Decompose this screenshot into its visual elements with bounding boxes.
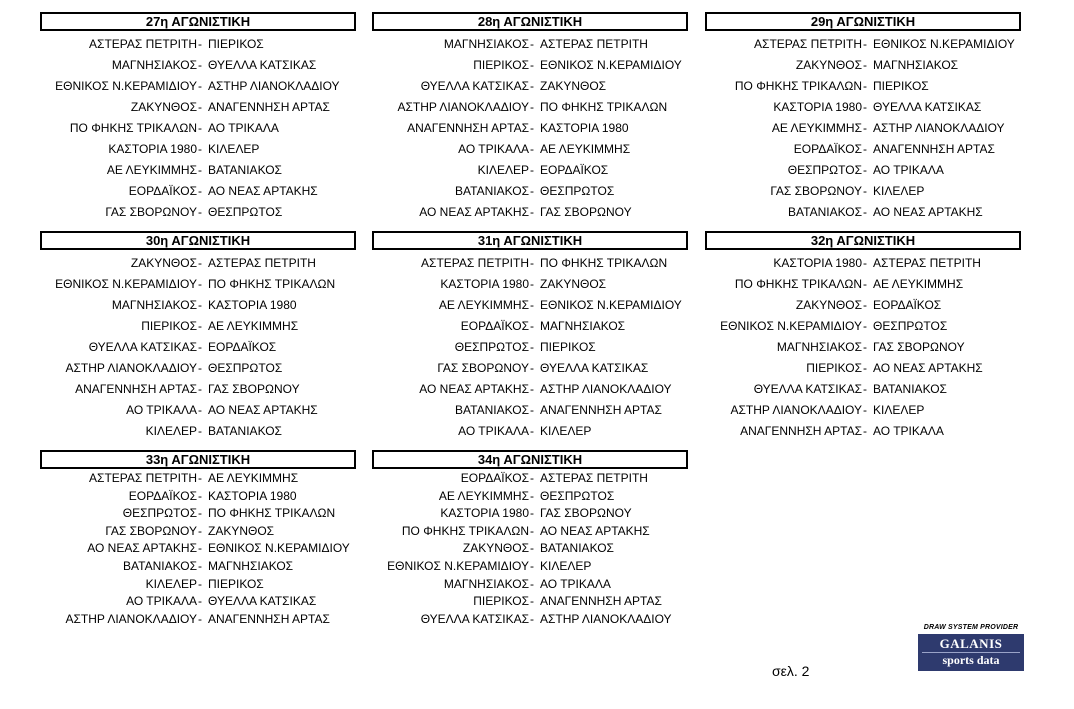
away-team: ΑΕ ΛΕΥΚΙΜΜΗΣ bbox=[208, 471, 299, 485]
match-separator: - bbox=[198, 184, 202, 198]
away-team: ΑΣΤΕΡΑΣ ΠΕΤΡΙΤΗ bbox=[873, 256, 981, 270]
match-separator: - bbox=[198, 319, 202, 333]
away-team: ΑΣΤΕΡΑΣ ΠΕΤΡΙΤΗ bbox=[540, 37, 648, 51]
away-team: ΘΥΕΛΛΑ ΚΑΤΣΙΚΑΣ bbox=[208, 594, 317, 609]
away-team: ΚΙΛΕΛΕΡ bbox=[540, 424, 592, 438]
home-team: ΘΥΕΛΛΑ ΚΑΤΣΙΚΑΣ bbox=[753, 382, 862, 396]
match-separator: - bbox=[530, 121, 534, 135]
match-separator: - bbox=[530, 319, 534, 333]
home-team: ΠΙΕΡΙΚΟΣ bbox=[473, 58, 529, 72]
home-team: ΒΑΤΑΝΙΑΚΟΣ bbox=[123, 559, 197, 573]
away-team: ΒΑΤΑΝΙΑΚΟΣ bbox=[208, 424, 282, 438]
match-separator: - bbox=[863, 205, 867, 219]
home-team: ΓΑΣ ΣΒΟΡΩΝΟΥ bbox=[437, 361, 529, 375]
away-team: ΠΙΕΡΙΚΟΣ bbox=[208, 37, 264, 51]
home-team: ΠΙΕΡΙΚΟΣ bbox=[473, 594, 529, 609]
match-separator: - bbox=[863, 403, 867, 417]
away-team: ΘΕΣΠΡΩΤΟΣ bbox=[873, 319, 948, 333]
home-team: ΑΣΤΗΡ ΛΙΑΝΟΚΛΑΔΙΟΥ bbox=[65, 361, 197, 375]
home-team: ΑΣΤΕΡΑΣ ΠΕΤΡΙΤΗ bbox=[421, 256, 529, 270]
match-separator: - bbox=[530, 142, 534, 156]
away-team: ΚΙΛΕΛΕΡ bbox=[208, 142, 260, 156]
match-separator: - bbox=[198, 382, 202, 396]
away-team: ΠΟ ΦΗΚΗΣ ΤΡΙΚΑΛΩΝ bbox=[540, 256, 668, 270]
away-team: ΚΙΛΕΛΕΡ bbox=[873, 403, 925, 417]
match-separator: - bbox=[198, 100, 202, 114]
away-team: ΒΑΤΑΝΙΑΚΟΣ bbox=[540, 541, 614, 556]
match-separator: - bbox=[530, 277, 534, 291]
home-team: ΕΟΡΔΑΪΚΟΣ bbox=[128, 184, 197, 198]
away-team: ΑΝΑΓΕΝΝΗΣΗ ΑΡΤΑΣ bbox=[873, 142, 995, 156]
away-team: ΠΙΕΡΙΚΟΣ bbox=[540, 340, 596, 354]
home-team: ΘΥΕΛΛΑ ΚΑΤΣΙΚΑΣ bbox=[420, 79, 529, 93]
home-team: ΠΟ ΦΗΚΗΣ ΤΡΙΚΑΛΩΝ bbox=[401, 523, 529, 538]
away-team: ΕΘΝΙΚΟΣ Ν.ΚΕΡΑΜΙΔΙΟΥ bbox=[540, 58, 682, 72]
home-team: ΕΘΝΙΚΟΣ Ν.ΚΕΡΑΜΙΔΙΟΥ bbox=[387, 559, 529, 573]
home-team: ΕΟΡΔΑΪΚΟΣ bbox=[460, 471, 529, 485]
home-team: ΖΑΚΥΝΘΟΣ bbox=[795, 58, 862, 72]
away-team: ΑΟ ΝΕΑΣ ΑΡΤΑΚΗΣ bbox=[208, 403, 318, 417]
match-separator: - bbox=[198, 523, 202, 538]
home-team: ΚΙΛΕΛΕΡ bbox=[145, 576, 197, 591]
round-title: 32η ΑΓΩΝΙΣΤΙΚΗ bbox=[705, 231, 1021, 250]
home-team: ΠΙΕΡΙΚΟΣ bbox=[806, 361, 862, 375]
away-team: ΘΥΕΛΛΑ ΚΑΤΣΙΚΑΣ bbox=[540, 361, 649, 375]
match-separator: - bbox=[530, 576, 534, 591]
away-team: ΠΟ ΦΗΚΗΣ ΤΡΙΚΑΛΩΝ bbox=[540, 100, 668, 114]
match-separator: - bbox=[863, 256, 867, 270]
match-separator: - bbox=[198, 205, 202, 219]
away-team: ΑΕ ΛΕΥΚΙΜΜΗΣ bbox=[208, 319, 299, 333]
match-separator: - bbox=[198, 471, 202, 485]
away-team: ΘΕΣΠΡΩΤΟΣ bbox=[208, 361, 283, 375]
round-title: 29η ΑΓΩΝΙΣΤΙΚΗ bbox=[705, 12, 1021, 31]
home-team: ΓΑΣ ΣΒΟΡΩΝΟΥ bbox=[770, 184, 862, 198]
home-team: ΑΝΑΓΕΝΝΗΣΗ ΑΡΤΑΣ bbox=[75, 382, 197, 396]
away-team: ΠΙΕΡΙΚΟΣ bbox=[873, 79, 929, 93]
home-team: ΒΑΤΑΝΙΑΚΟΣ bbox=[788, 205, 862, 219]
logo-tagline: DRAW SYSTEM PROVIDER bbox=[923, 624, 1019, 631]
logo-subtitle: sports data bbox=[922, 652, 1020, 668]
match-separator: - bbox=[198, 594, 202, 609]
away-team: ΓΑΣ ΣΒΟΡΩΝΟΥ bbox=[208, 382, 300, 396]
home-team: ΕΘΝΙΚΟΣ Ν.ΚΕΡΑΜΙΔΙΟΥ bbox=[720, 319, 862, 333]
match-separator: - bbox=[863, 142, 867, 156]
away-team: ΕΟΡΔΑΪΚΟΣ bbox=[540, 163, 609, 177]
match-separator: - bbox=[530, 471, 534, 485]
away-team: ΕΘΝΙΚΟΣ Ν.ΚΕΡΑΜΙΔΙΟΥ bbox=[873, 37, 1015, 51]
away-team: ΕΘΝΙΚΟΣ Ν.ΚΕΡΑΜΙΔΙΟΥ bbox=[540, 298, 682, 312]
match-separator: - bbox=[863, 163, 867, 177]
match-separator: - bbox=[198, 488, 202, 503]
away-team: ΜΑΓΝΗΣΙΑΚΟΣ bbox=[208, 559, 294, 573]
away-team: ΑΟ ΝΕΑΣ ΑΡΤΑΚΗΣ bbox=[873, 205, 983, 219]
home-team: ΑΣΤΕΡΑΣ ΠΕΤΡΙΤΗ bbox=[754, 37, 862, 51]
away-team: ΒΑΤΑΝΙΑΚΟΣ bbox=[208, 163, 282, 177]
match-separator: - bbox=[198, 424, 202, 438]
logo-box bbox=[918, 634, 1024, 671]
home-team: ΠΟ ΦΗΚΗΣ ΤΡΙΚΑΛΩΝ bbox=[734, 79, 862, 93]
away-team: ΑΟ ΤΡΙΚΑΛΑ bbox=[873, 163, 944, 177]
away-team: ΘΥΕΛΛΑ ΚΑΤΣΙΚΑΣ bbox=[873, 100, 982, 114]
away-team: ΑΟ ΝΕΑΣ ΑΡΤΑΚΗΣ bbox=[540, 523, 650, 538]
home-team: ΜΑΓΝΗΣΙΑΚΟΣ bbox=[443, 576, 529, 591]
home-team: ΑΣΤΕΡΑΣ ΠΕΤΡΙΤΗ bbox=[89, 37, 197, 51]
match-separator: - bbox=[530, 611, 534, 626]
home-team: ΑΟ ΝΕΑΣ ΑΡΤΑΚΗΣ bbox=[419, 205, 529, 219]
match-separator: - bbox=[863, 319, 867, 333]
match-separator: - bbox=[530, 382, 534, 396]
match-separator: - bbox=[198, 163, 202, 177]
home-team: ΕΘΝΙΚΟΣ Ν.ΚΕΡΑΜΙΔΙΟΥ bbox=[55, 277, 197, 291]
away-team: ΠΟ ΦΗΚΗΣ ΤΡΙΚΑΛΩΝ bbox=[208, 506, 336, 521]
round-title: 33η ΑΓΩΝΙΣΤΙΚΗ bbox=[40, 450, 356, 469]
away-team: ΘΕΣΠΡΩΤΟΣ bbox=[540, 488, 615, 503]
away-team: ΑΣΤΗΡ ΛΙΑΝΟΚΛΑΔΙΟΥ bbox=[208, 79, 340, 93]
home-team: ΚΑΣΤΟΡΙΑ 1980 bbox=[773, 100, 862, 114]
home-team: ΑΟ ΤΡΙΚΑΛΑ bbox=[458, 142, 529, 156]
away-team: ΘΕΣΠΡΩΤΟΣ bbox=[540, 184, 615, 198]
away-team: ΖΑΚΥΝΘΟΣ bbox=[540, 277, 607, 291]
home-team: ΑΟ ΝΕΑΣ ΑΡΤΑΚΗΣ bbox=[419, 382, 529, 396]
match-separator: - bbox=[530, 506, 534, 521]
match-separator: - bbox=[198, 256, 202, 270]
away-team: ΚΙΛΕΛΕΡ bbox=[540, 559, 592, 573]
home-team: ΖΑΚΥΝΘΟΣ bbox=[130, 256, 197, 270]
away-team: ΒΑΤΑΝΙΑΚΟΣ bbox=[873, 382, 947, 396]
match-separator: - bbox=[863, 361, 867, 375]
away-team: ΕΘΝΙΚΟΣ Ν.ΚΕΡΑΜΙΔΙΟΥ bbox=[208, 541, 350, 556]
home-team: ΜΑΓΝΗΣΙΑΚΟΣ bbox=[111, 298, 197, 312]
home-team: ΑΣΤΗΡ ΛΙΑΝΟΚΛΑΔΙΟΥ bbox=[397, 100, 529, 114]
home-team: ΑΟ ΤΡΙΚΑΛΑ bbox=[458, 424, 529, 438]
match-separator: - bbox=[530, 79, 534, 93]
match-separator: - bbox=[198, 559, 202, 573]
home-team: ΓΑΣ ΣΒΟΡΩΝΟΥ bbox=[105, 205, 197, 219]
home-team: ΑΕ ΛΕΥΚΙΜΜΗΣ bbox=[438, 298, 529, 312]
match-separator: - bbox=[863, 382, 867, 396]
home-team: ΑΟ ΤΡΙΚΑΛΑ bbox=[126, 403, 197, 417]
away-team: ΚΑΣΤΟΡΙΑ 1980 bbox=[208, 298, 297, 312]
home-team: ΘΕΣΠΡΩΤΟΣ bbox=[454, 340, 529, 354]
match-separator: - bbox=[198, 541, 202, 556]
home-team: ΕΘΝΙΚΟΣ Ν.ΚΕΡΑΜΙΔΙΟΥ bbox=[55, 79, 197, 93]
away-team: ΑΕ ΛΕΥΚΙΜΜΗΣ bbox=[540, 142, 631, 156]
home-team: ΑΕ ΛΕΥΚΙΜΜΗΣ bbox=[106, 163, 197, 177]
home-team: ΑΟ ΤΡΙΚΑΛΑ bbox=[126, 594, 197, 609]
match-separator: - bbox=[530, 594, 534, 609]
match-separator: - bbox=[530, 559, 534, 573]
home-team: ΚΑΣΤΟΡΙΑ 1980 bbox=[108, 142, 197, 156]
home-team: ΘΕΣΠΡΩΤΟΣ bbox=[122, 506, 197, 521]
match-separator: - bbox=[198, 37, 202, 51]
match-separator: - bbox=[198, 79, 202, 93]
away-team: ΖΑΚΥΝΘΟΣ bbox=[540, 79, 607, 93]
match-separator: - bbox=[530, 205, 534, 219]
away-team: ΜΑΓΝΗΣΙΑΚΟΣ bbox=[873, 58, 959, 72]
away-team: ΑΝΑΓΕΝΝΗΣΗ ΑΡΤΑΣ bbox=[208, 100, 330, 114]
match-separator: - bbox=[530, 58, 534, 72]
home-team: ΑΣΤΕΡΑΣ ΠΕΤΡΙΤΗ bbox=[89, 471, 197, 485]
galanis-logo bbox=[918, 623, 1024, 671]
home-team: ΒΑΤΑΝΙΑΚΟΣ bbox=[455, 403, 529, 417]
home-team: ΓΑΣ ΣΒΟΡΩΝΟΥ bbox=[105, 523, 197, 538]
home-team: ΚΙΛΕΛΕΡ bbox=[477, 163, 529, 177]
home-team: ΑΣΤΗΡ ΛΙΑΝΟΚΛΑΔΙΟΥ bbox=[730, 403, 862, 417]
home-team: ΒΑΤΑΝΙΑΚΟΣ bbox=[455, 184, 529, 198]
away-team: ΑΕ ΛΕΥΚΙΜΜΗΣ bbox=[873, 277, 964, 291]
away-team: ΠΟ ΦΗΚΗΣ ΤΡΙΚΑΛΩΝ bbox=[208, 277, 336, 291]
home-team: ΜΑΓΝΗΣΙΑΚΟΣ bbox=[443, 37, 529, 51]
match-separator: - bbox=[198, 58, 202, 72]
away-team: ΓΑΣ ΣΒΟΡΩΝΟΥ bbox=[540, 506, 632, 521]
match-separator: - bbox=[530, 541, 534, 556]
away-team: ΠΙΕΡΙΚΟΣ bbox=[208, 576, 264, 591]
away-team: ΓΑΣ ΣΒΟΡΩΝΟΥ bbox=[873, 340, 965, 354]
match-separator: - bbox=[530, 424, 534, 438]
away-team: ΑΣΤΕΡΑΣ ΠΕΤΡΙΤΗ bbox=[540, 471, 648, 485]
round-title: 31η ΑΓΩΝΙΣΤΙΚΗ bbox=[372, 231, 688, 250]
match-separator: - bbox=[198, 298, 202, 312]
match-separator: - bbox=[198, 277, 202, 291]
match-separator: - bbox=[530, 361, 534, 375]
home-team: ΜΑΓΝΗΣΙΑΚΟΣ bbox=[111, 58, 197, 72]
home-team: ΑΝΑΓΕΝΝΗΣΗ ΑΡΤΑΣ bbox=[407, 121, 529, 135]
home-team: ΖΑΚΥΝΘΟΣ bbox=[795, 298, 862, 312]
away-team: ΑΣΤΗΡ ΛΙΑΝΟΚΛΑΔΙΟΥ bbox=[873, 121, 1005, 135]
home-team: ΑΕ ΛΕΥΚΙΜΜΗΣ bbox=[438, 488, 529, 503]
match-separator: - bbox=[530, 100, 534, 114]
away-team: ΘΕΣΠΡΩΤΟΣ bbox=[208, 205, 283, 219]
match-separator: - bbox=[863, 37, 867, 51]
match-separator: - bbox=[863, 79, 867, 93]
away-team: ΚΙΛΕΛΕΡ bbox=[873, 184, 925, 198]
match-separator: - bbox=[198, 142, 202, 156]
home-team: ΕΟΡΔΑΪΚΟΣ bbox=[793, 142, 862, 156]
page-number: σελ. 2 bbox=[772, 663, 810, 679]
match-separator: - bbox=[530, 523, 534, 538]
match-separator: - bbox=[198, 611, 202, 626]
match-separator: - bbox=[863, 298, 867, 312]
match-separator: - bbox=[530, 163, 534, 177]
home-team: ΑΕ ΛΕΥΚΙΜΜΗΣ bbox=[771, 121, 862, 135]
away-team: ΕΟΡΔΑΪΚΟΣ bbox=[873, 298, 942, 312]
home-team: ΑΣΤΗΡ ΛΙΑΝΟΚΛΑΔΙΟΥ bbox=[65, 611, 197, 626]
home-team: ΚΑΣΤΟΡΙΑ 1980 bbox=[440, 506, 529, 521]
home-team: ΑΝΑΓΕΝΝΗΣΗ ΑΡΤΑΣ bbox=[740, 424, 862, 438]
match-separator: - bbox=[530, 298, 534, 312]
home-team: ΚΑΣΤΟΡΙΑ 1980 bbox=[773, 256, 862, 270]
match-separator: - bbox=[863, 184, 867, 198]
match-separator: - bbox=[198, 506, 202, 521]
match-separator: - bbox=[530, 184, 534, 198]
home-team: ΖΑΚΥΝΘΟΣ bbox=[462, 541, 529, 556]
away-team: ΘΥΕΛΛΑ ΚΑΤΣΙΚΑΣ bbox=[208, 58, 317, 72]
home-team: ΘΥΕΛΛΑ ΚΑΤΣΙΚΑΣ bbox=[420, 611, 529, 626]
match-separator: - bbox=[530, 488, 534, 503]
round-title: 28η ΑΓΩΝΙΣΤΙΚΗ bbox=[372, 12, 688, 31]
away-team: ΜΑΓΝΗΣΙΑΚΟΣ bbox=[540, 319, 626, 333]
match-separator: - bbox=[198, 340, 202, 354]
match-separator: - bbox=[530, 37, 534, 51]
home-team: ΘΥΕΛΛΑ ΚΑΤΣΙΚΑΣ bbox=[88, 340, 197, 354]
home-team: ΚΙΛΕΛΕΡ bbox=[145, 424, 197, 438]
away-team: ΑΟ ΤΡΙΚΑΛΑ bbox=[540, 576, 611, 591]
away-team: ΑΟ ΝΕΑΣ ΑΡΤΑΚΗΣ bbox=[208, 184, 318, 198]
away-team: ΑΣΤΗΡ ΛΙΑΝΟΚΛΑΔΙΟΥ bbox=[540, 611, 672, 626]
match-separator: - bbox=[530, 256, 534, 270]
away-team: ΑΟ ΤΡΙΚΑΛΑ bbox=[208, 121, 279, 135]
home-team: ΕΟΡΔΑΪΚΟΣ bbox=[128, 488, 197, 503]
away-team: ΚΑΣΤΟΡΙΑ 1980 bbox=[208, 488, 297, 503]
home-team: ΠΟ ΦΗΚΗΣ ΤΡΙΚΑΛΩΝ bbox=[69, 121, 197, 135]
away-team: ΚΑΣΤΟΡΙΑ 1980 bbox=[540, 121, 629, 135]
match-separator: - bbox=[198, 361, 202, 375]
round-title: 27η ΑΓΩΝΙΣΤΙΚΗ bbox=[40, 12, 356, 31]
home-team: ΠΟ ΦΗΚΗΣ ΤΡΙΚΑΛΩΝ bbox=[734, 277, 862, 291]
home-team: ΑΟ ΝΕΑΣ ΑΡΤΑΚΗΣ bbox=[87, 541, 197, 556]
away-team: ΕΟΡΔΑΪΚΟΣ bbox=[208, 340, 277, 354]
home-team: ΠΙΕΡΙΚΟΣ bbox=[141, 319, 197, 333]
match-separator: - bbox=[198, 576, 202, 591]
away-team: ΑΣΤΕΡΑΣ ΠΕΤΡΙΤΗ bbox=[208, 256, 316, 270]
away-team: ΑΝΑΓΕΝΝΗΣΗ ΑΡΤΑΣ bbox=[540, 594, 662, 609]
match-separator: - bbox=[863, 100, 867, 114]
home-team: ΕΟΡΔΑΪΚΟΣ bbox=[460, 319, 529, 333]
match-separator: - bbox=[863, 58, 867, 72]
away-team: ΖΑΚΥΝΘΟΣ bbox=[208, 523, 275, 538]
match-separator: - bbox=[863, 340, 867, 354]
match-separator: - bbox=[863, 424, 867, 438]
away-team: ΓΑΣ ΣΒΟΡΩΝΟΥ bbox=[540, 205, 632, 219]
away-team: ΑΝΑΓΕΝΝΗΣΗ ΑΡΤΑΣ bbox=[208, 611, 330, 626]
match-separator: - bbox=[863, 121, 867, 135]
match-separator: - bbox=[198, 121, 202, 135]
round-title: 30η ΑΓΩΝΙΣΤΙΚΗ bbox=[40, 231, 356, 250]
away-team: ΑΝΑΓΕΝΝΗΣΗ ΑΡΤΑΣ bbox=[540, 403, 662, 417]
match-separator: - bbox=[863, 277, 867, 291]
away-team: ΑΣΤΗΡ ΛΙΑΝΟΚΛΑΔΙΟΥ bbox=[540, 382, 672, 396]
match-separator: - bbox=[530, 340, 534, 354]
home-team: ΜΑΓΝΗΣΙΑΚΟΣ bbox=[776, 340, 862, 354]
logo-name: GALANIS bbox=[939, 636, 1003, 651]
match-separator: - bbox=[198, 403, 202, 417]
match-separator: - bbox=[530, 403, 534, 417]
home-team: ΘΕΣΠΡΩΤΟΣ bbox=[787, 163, 862, 177]
home-team: ΚΑΣΤΟΡΙΑ 1980 bbox=[440, 277, 529, 291]
away-team: ΑΟ ΝΕΑΣ ΑΡΤΑΚΗΣ bbox=[873, 361, 983, 375]
away-team: ΑΟ ΤΡΙΚΑΛΑ bbox=[873, 424, 944, 438]
home-team: ΖΑΚΥΝΘΟΣ bbox=[130, 100, 197, 114]
round-title: 34η ΑΓΩΝΙΣΤΙΚΗ bbox=[372, 450, 688, 469]
